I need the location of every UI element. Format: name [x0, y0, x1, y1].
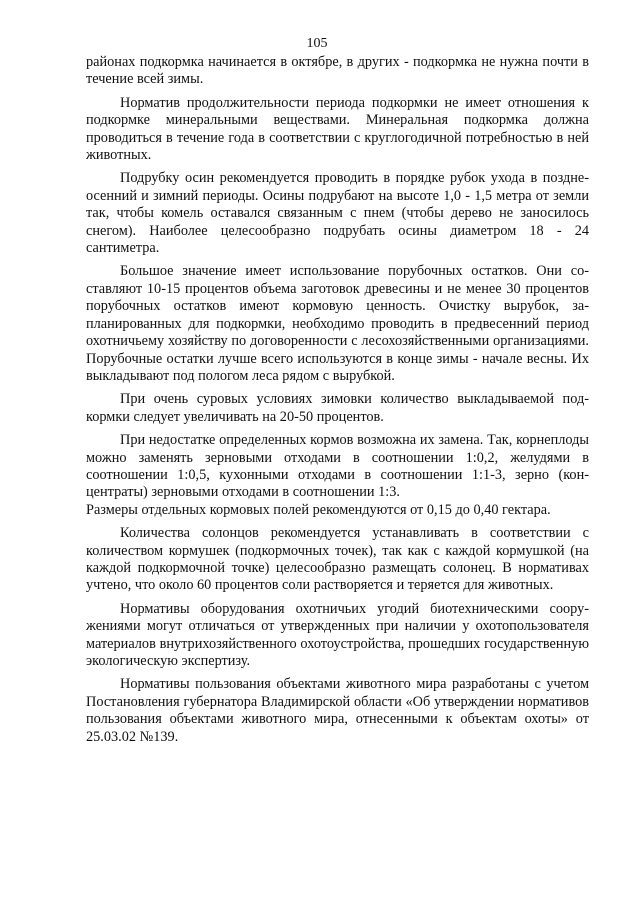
paragraph-biotechnical-structures: Нормативы оборудования охотничьих угодий биотехническими сооружениями могут отличаться от утвержденных при наличии у охотопользователя материалов внутрихозяйственного охотоустройства, прошедших государственную экологическую экспертизу. — [86, 600, 589, 669]
paragraph-feed-field-size: Размеры отдельных кормовых полей рекомендуются от 0,15 до 0,40 гектара. — [86, 501, 551, 518]
paragraph-feeding-period: Норматив продолжительности периода подкормки не имеет отношения к подкормке минеральными веществами. Минеральная подкормка должна проводиться в течение года в соответствии с круглогодичной потребностью в ней животных. — [86, 94, 589, 164]
paragraph-aspen-felling: Подрубку осин рекомендуется проводить в порядке рубок ухода в позднеосенний и зимний периоды. Осины подрубают на высоте 1,0 - 1,5 метра от земли так, чтобы комель оставался связанным с пнем (чтобы дерево не заносилось снегом). Наиболее целесообразно подрубать осины диаметром 18 - 24 сантиметра. — [86, 170, 589, 257]
paragraph-usage-norms: Нормативы пользования объектами животного мира разработаны с учетом Постановления губернатора Владимирской области «Об утверждении нормативов пользования объектами животного мира, отнесенными к объектам охоты» от 25.03.02 №139. — [86, 676, 589, 745]
page-number: 105 — [306, 36, 328, 51]
paragraph-feed-substitution: При недостатке определенных кормов возможна их замена. Так, корнеплоды можно заменять зерновыми отходами в соотношении 1:0,2, желудями в соотношении 1:0,5, кухонными отходами в соотношении 1:1-3, зерно (концентраты) зерновыми отходами в соотношении 1:3. — [86, 432, 589, 501]
paragraph-continuation: районах подкормка начинается в октябре, в других - подкормка не нужна почти в течение всей зимы. — [86, 54, 589, 88]
paragraph-logging-residues: Большое значение имеет использование порубочных остатков. Они составляют 10-15 процентов объема заготовок древесины и не менее 30 процентов порубочных остатков имеют кормовую ценность. Очистку вырубок, запланированных для подкормки, необходимо проводить в предвесенний период охотничьему хозяйству по договоренности с лесохозяйственными организациями. Порубочные остатки лучше всего используются в конце зимы - начале весны. Их выкладывают под пологом леса рядом с вырубкой. — [86, 263, 589, 384]
paragraph-harsh-winter: При очень суровых условиях зимовки количество выкладываемой подкормки следует увеличивать на 20-50 процентов. — [86, 391, 589, 425]
paragraph-salt-licks: Количества солонцов рекомендуется устанавливать в соответствии с количеством кормушек (подкормочных точек), так как с каждой кормушкой (на каждой подкормочной точке) целесообразно размещать солонец. В нормативах учтено, что около 60 процентов соли растворяется и теряется для животных. — [86, 525, 589, 594]
page-body — [86, 54, 589, 752]
